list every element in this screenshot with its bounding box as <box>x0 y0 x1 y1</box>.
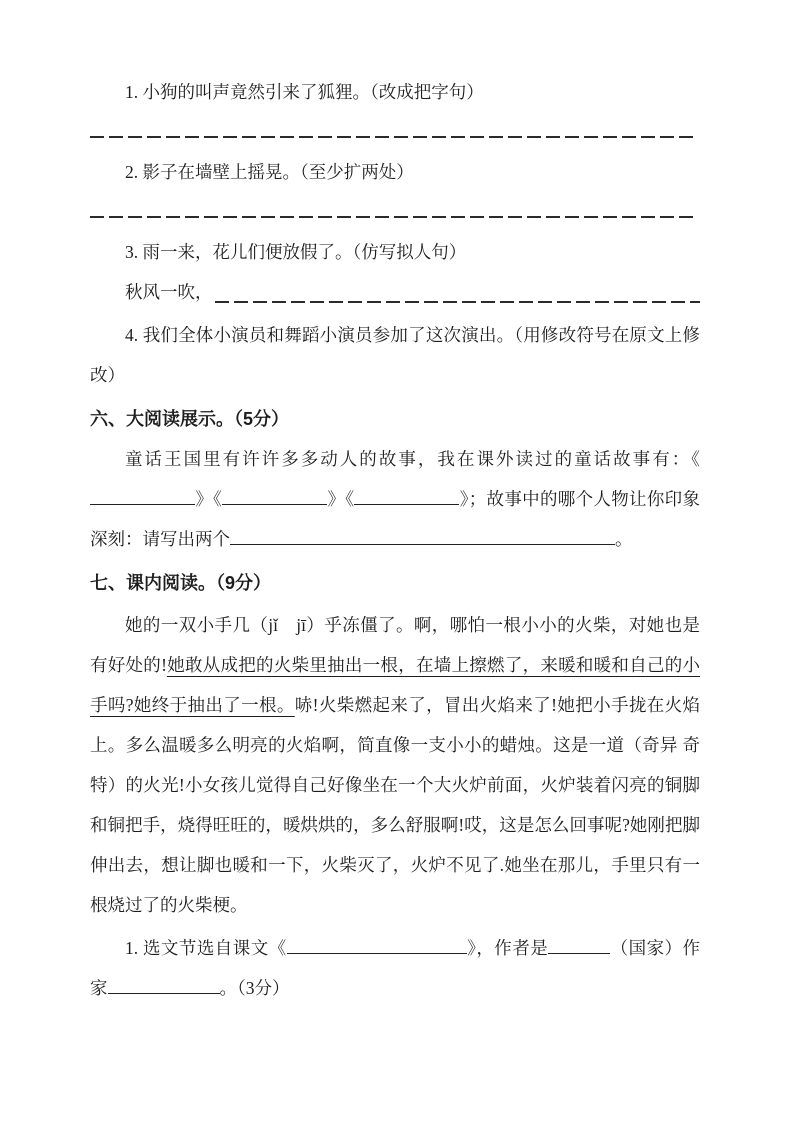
q1-text-before: 1. 选文节选自课文《 <box>125 938 287 958</box>
passage-text-after: 哧!火柴燃起来了，冒出火焰来了!她把小手拢在火焰上。多么温暖多么明亮的火焰啊，简直像一支小小的蜡烛。这是一道（奇异 奇特）的火光!小女孩儿觉得自己好像坐在一个大火炉前面，火炉装着闪亮的铜脚和铜把手，烧得旺旺的，暖烘烘的，多么舒服啊!哎，这是怎么回事呢?她刚把脚伸出去，想让脚也暖和一下，火柴灭了，火炉不见了.她坐在那儿，手里只有一根烧过了的火柴梗。 <box>90 695 700 915</box>
author-name-blank <box>108 976 220 995</box>
question-4 <box>90 315 700 395</box>
book-2-open-bracket: 《 <box>213 489 223 509</box>
question-1-text: 1. 小狗的叫声竟然引来了狐狸。（改成把字句） <box>125 82 484 102</box>
course-title-blank <box>287 936 467 955</box>
book-title-blank-1 <box>90 487 195 506</box>
q1-text-mid2: （国家）作家 <box>90 938 701 998</box>
book-2-close-bracket: 》 <box>327 489 346 509</box>
question-3-answer-prefix: 秋风一吹， <box>125 282 213 302</box>
q1-text-end: 。（3分） <box>219 978 290 998</box>
question-3-answer-row <box>90 272 700 312</box>
book-1-open-bracket: 《 <box>691 449 700 469</box>
characters-blank <box>230 527 615 546</box>
question-3 <box>90 232 700 272</box>
author-country-blank <box>548 936 610 955</box>
q1-text-mid1: 》，作者是 <box>466 938 549 958</box>
answer-blank-line-1 <box>90 136 698 138</box>
question-4-text: 4. 我们全体小演员和舞蹈小演员参加了这次演出。（用修改符号在原文上修改） <box>90 325 700 385</box>
section-7-heading-text: 七、课内阅读。（9分） <box>90 573 272 593</box>
passage-underlined-sentence: 她敢从成把的火柴里抽出一根，在墙上擦燃了，来暖和暖和自己的小手吗?她终于抽出了一根。 <box>90 655 701 715</box>
question-2-text: 2. 影子在墙壁上摇晃。（至少扩两处） <box>125 162 414 182</box>
section-6-intro: 童话王国里有许许多多动人的故事，我在课外读过的童话故事有： <box>125 449 692 469</box>
book-title-blank-3 <box>354 487 459 506</box>
book-1-close-bracket: 》 <box>195 489 214 509</box>
passage-text-before: 她的一双小手几（jǐ jī）乎冻僵了。啊，哪怕一根小小的火柴，对她也是有好处的! <box>90 615 700 675</box>
section-7-question-1 <box>90 928 700 1008</box>
section-6-period: 。 <box>615 529 633 549</box>
book-3-close-bracket: 》 <box>459 489 469 509</box>
section-7-heading <box>90 563 700 603</box>
answer-blank-line-2 <box>90 216 698 218</box>
book-title-blank-2 <box>222 487 327 506</box>
section-6-heading <box>90 399 700 439</box>
section-6-mid: ；故事中的哪个人物让你印象深刻：请写出两个 <box>90 489 700 549</box>
question-1 <box>90 72 700 112</box>
question-2 <box>90 152 700 192</box>
section-6-heading-text: 六、大阅读展示。（5分） <box>90 409 290 429</box>
question-3-text: 3. 雨一来，花儿们便放假了。（仿写拟人句） <box>125 242 467 262</box>
book-3-open-bracket: 《 <box>345 489 355 509</box>
reading-passage <box>90 605 700 925</box>
answer-blank-line-3 <box>215 301 701 303</box>
section-6-body <box>90 439 700 559</box>
